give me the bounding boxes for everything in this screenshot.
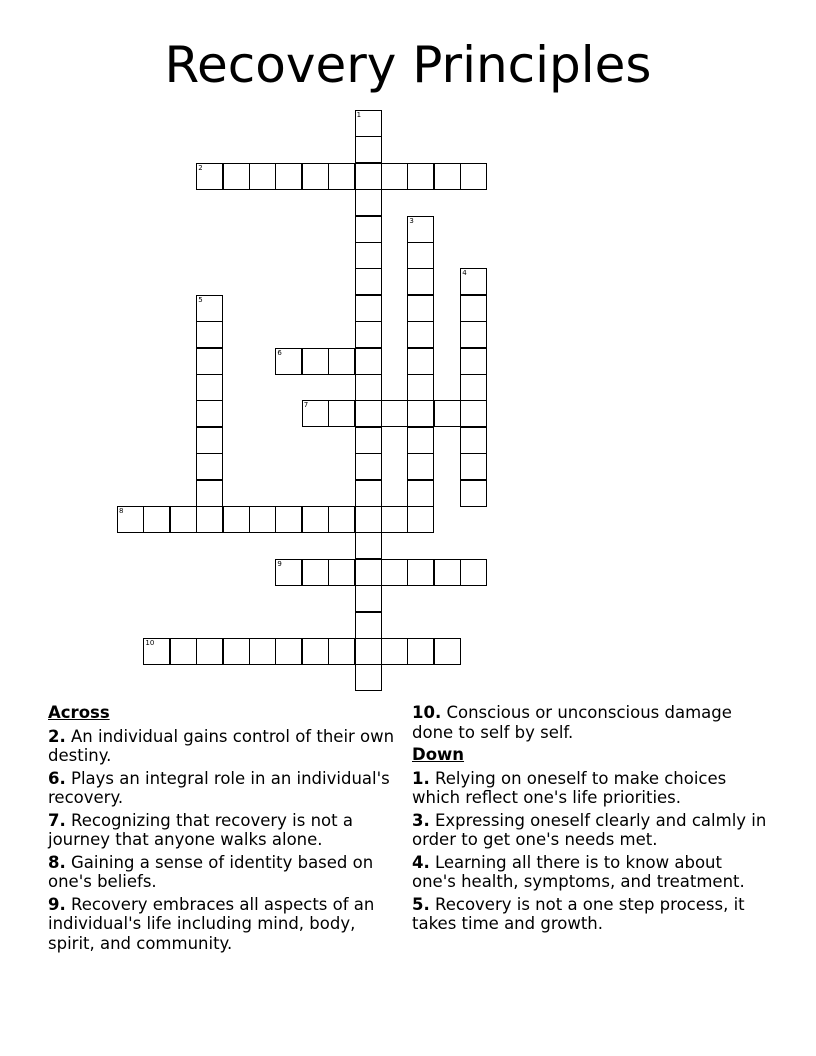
cell-number: 5: [198, 295, 203, 304]
cell-number: 6: [277, 348, 282, 357]
clue-number: 1.: [412, 768, 430, 788]
grid-cell[interactable]: [328, 163, 355, 190]
grid-cell[interactable]: [355, 612, 382, 639]
grid-cell[interactable]: [460, 295, 487, 322]
grid-cell[interactable]: [275, 348, 302, 375]
grid-cell[interactable]: [355, 559, 382, 586]
clue-number: 4.: [412, 852, 430, 872]
clues-left-column: [48, 703, 404, 956]
grid-cell[interactable]: [355, 321, 382, 348]
grid-cell[interactable]: [196, 480, 223, 507]
grid-cell[interactable]: [355, 189, 382, 216]
grid-cell[interactable]: [196, 163, 223, 190]
grid-cell[interactable]: [460, 268, 487, 295]
clue-text: Recognizing that recovery is not a journey that anyone walks alone.: [48, 810, 353, 849]
grid-cell[interactable]: [407, 268, 434, 295]
grid-cell[interactable]: [460, 400, 487, 427]
clue-number: 10.: [412, 703, 442, 722]
grid-cell[interactable]: [355, 374, 382, 401]
grid-cell[interactable]: [302, 348, 329, 375]
clue-across-6: [48, 769, 404, 808]
grid-cell[interactable]: [407, 321, 434, 348]
grid-cell[interactable]: [460, 559, 487, 586]
grid-cell[interactable]: [355, 453, 382, 480]
clue-text: Expressing oneself clearly and calmly in order to get one's needs met.: [412, 810, 767, 849]
grid-cell[interactable]: [355, 585, 382, 612]
grid-cell[interactable]: [223, 638, 250, 665]
grid-cell[interactable]: [302, 506, 329, 533]
grid-cell[interactable]: [434, 638, 461, 665]
grid-cell[interactable]: [407, 453, 434, 480]
grid-cell[interactable]: [170, 506, 197, 533]
grid-cell[interactable]: [196, 453, 223, 480]
grid-cell[interactable]: [275, 559, 302, 586]
grid-cell[interactable]: [117, 506, 144, 533]
grid-cell[interactable]: [434, 163, 461, 190]
cell-number: 8: [119, 507, 124, 515]
grid-cell[interactable]: [328, 400, 355, 427]
puzzle-title: Recovery Principles: [164, 36, 652, 94]
grid-cell[interactable]: [355, 242, 382, 269]
grid-cell[interactable]: [196, 295, 223, 322]
grid-cell[interactable]: [249, 638, 276, 665]
grid-cell[interactable]: [355, 664, 382, 691]
grid-cell[interactable]: [355, 400, 382, 427]
grid-cell[interactable]: [460, 453, 487, 480]
cell-number: 3: [409, 216, 414, 225]
grid-cell[interactable]: [460, 163, 487, 190]
grid-cell[interactable]: [170, 638, 197, 665]
grid-cell[interactable]: [407, 400, 434, 427]
clue-across-7: [48, 811, 404, 850]
grid-cell[interactable]: [460, 427, 487, 454]
grid-cell[interactable]: [355, 427, 382, 454]
clue-number: 5.: [412, 894, 430, 914]
clue-across-2: [48, 727, 404, 766]
grid-cell[interactable]: [355, 348, 382, 375]
cell-number: 2: [198, 163, 203, 172]
grid-cell[interactable]: [328, 506, 355, 533]
grid-cell[interactable]: [434, 400, 461, 427]
clue-number: 8.: [48, 852, 66, 872]
grid-cell[interactable]: [355, 506, 382, 533]
clue-text: Plays an integral role in an individual's recovery.: [48, 768, 390, 807]
grid-cell[interactable]: [355, 268, 382, 295]
grid-cell[interactable]: [407, 163, 434, 190]
grid-cell[interactable]: [460, 374, 487, 401]
grid-cell[interactable]: [196, 427, 223, 454]
cell-number: 1: [356, 111, 362, 119]
grid-cell[interactable]: [381, 506, 408, 533]
grid-cell[interactable]: [275, 163, 302, 190]
grid-cell[interactable]: [460, 348, 487, 375]
grid-cell[interactable]: [407, 427, 434, 454]
grid-cell[interactable]: [355, 638, 382, 665]
clue-text: Recovery embraces all aspects of an individual's life including mind, body, spirit, and community.: [48, 894, 375, 953]
grid-cell[interactable]: [196, 348, 223, 375]
grid-cell[interactable]: [196, 506, 223, 533]
grid-cell[interactable]: [328, 559, 355, 586]
grid-cell[interactable]: [381, 638, 408, 665]
clue-text: Recovery is not a one step process, it takes time and growth.: [412, 894, 745, 933]
grid-cell[interactable]: [407, 480, 434, 507]
grid-cell[interactable]: [460, 321, 487, 348]
grid-cell[interactable]: [381, 559, 408, 586]
cell-number: 9: [277, 559, 282, 568]
clue-number: 6.: [48, 768, 66, 788]
cell-number: 10: [145, 639, 155, 647]
grid-cell[interactable]: [196, 374, 223, 401]
grid-cell[interactable]: [275, 506, 302, 533]
grid-cell[interactable]: [407, 348, 434, 375]
grid-cell[interactable]: [355, 480, 382, 507]
grid-cell[interactable]: [196, 400, 223, 427]
grid-cell[interactable]: [434, 559, 461, 586]
down-heading: Down: [412, 745, 465, 764]
grid-cell[interactable]: [249, 163, 276, 190]
clue-across-9: [48, 895, 404, 954]
cell-number: 7: [303, 401, 309, 410]
grid-cell[interactable]: [302, 559, 329, 586]
grid-cell[interactable]: [143, 506, 170, 533]
grid-cell[interactable]: [355, 295, 382, 322]
grid-cell[interactable]: [407, 638, 434, 665]
cell-number: 4: [462, 269, 467, 278]
grid-cell[interactable]: [381, 400, 408, 427]
grid-cell[interactable]: [407, 374, 434, 401]
grid-cell[interactable]: [328, 638, 355, 665]
clue-number: 3.: [412, 810, 430, 830]
grid-cell[interactable]: [355, 136, 382, 163]
clue-across-8: [48, 853, 404, 892]
grid-cell[interactable]: [302, 638, 329, 665]
clues-right-column: [412, 703, 768, 937]
clue-down-1: [412, 769, 768, 808]
clue-down-5: [412, 895, 768, 934]
clue-across-10: [412, 703, 768, 742]
grid-cell[interactable]: [196, 321, 223, 348]
grid-cell[interactable]: [407, 242, 434, 269]
grid-cell[interactable]: [143, 638, 170, 665]
clue-text: An individual gains control of their own destiny.: [48, 726, 395, 765]
grid-cell[interactable]: [355, 163, 382, 190]
grid-cell[interactable]: [302, 400, 329, 427]
grid-cell[interactable]: [381, 163, 408, 190]
clue-number: 7.: [48, 810, 66, 830]
clue-text: Relying on oneself to make choices which reflect one's life priorities.: [412, 768, 727, 807]
grid-cell[interactable]: [196, 638, 223, 665]
clue-number: 9.: [48, 894, 66, 914]
grid-cell[interactable]: [407, 216, 434, 243]
grid-cell[interactable]: [407, 295, 434, 322]
grid-cell[interactable]: [223, 506, 250, 533]
grid-cell[interactable]: [328, 348, 355, 375]
grid-cell[interactable]: [249, 506, 276, 533]
across-heading: Across: [48, 703, 110, 722]
grid-cell[interactable]: [407, 559, 434, 586]
grid-cell[interactable]: [407, 506, 434, 533]
grid-cell[interactable]: [275, 638, 302, 665]
clue-number: 2.: [48, 726, 66, 746]
clue-down-3: [412, 811, 768, 850]
grid-cell[interactable]: [460, 480, 487, 507]
grid-cell[interactable]: [355, 110, 382, 137]
clue-text: Conscious or unconscious damage done to self by self.: [412, 703, 732, 742]
clue-text: Learning all there is to know about one's health, symptoms, and treatment.: [412, 852, 745, 891]
grid-cell[interactable]: [355, 216, 382, 243]
clue-down-4: [412, 853, 768, 892]
clue-text: Gaining a sense of identity based on one's beliefs.: [48, 852, 374, 891]
grid-cell[interactable]: [302, 163, 329, 190]
grid-cell[interactable]: [355, 532, 382, 559]
grid-cell[interactable]: [223, 163, 250, 190]
